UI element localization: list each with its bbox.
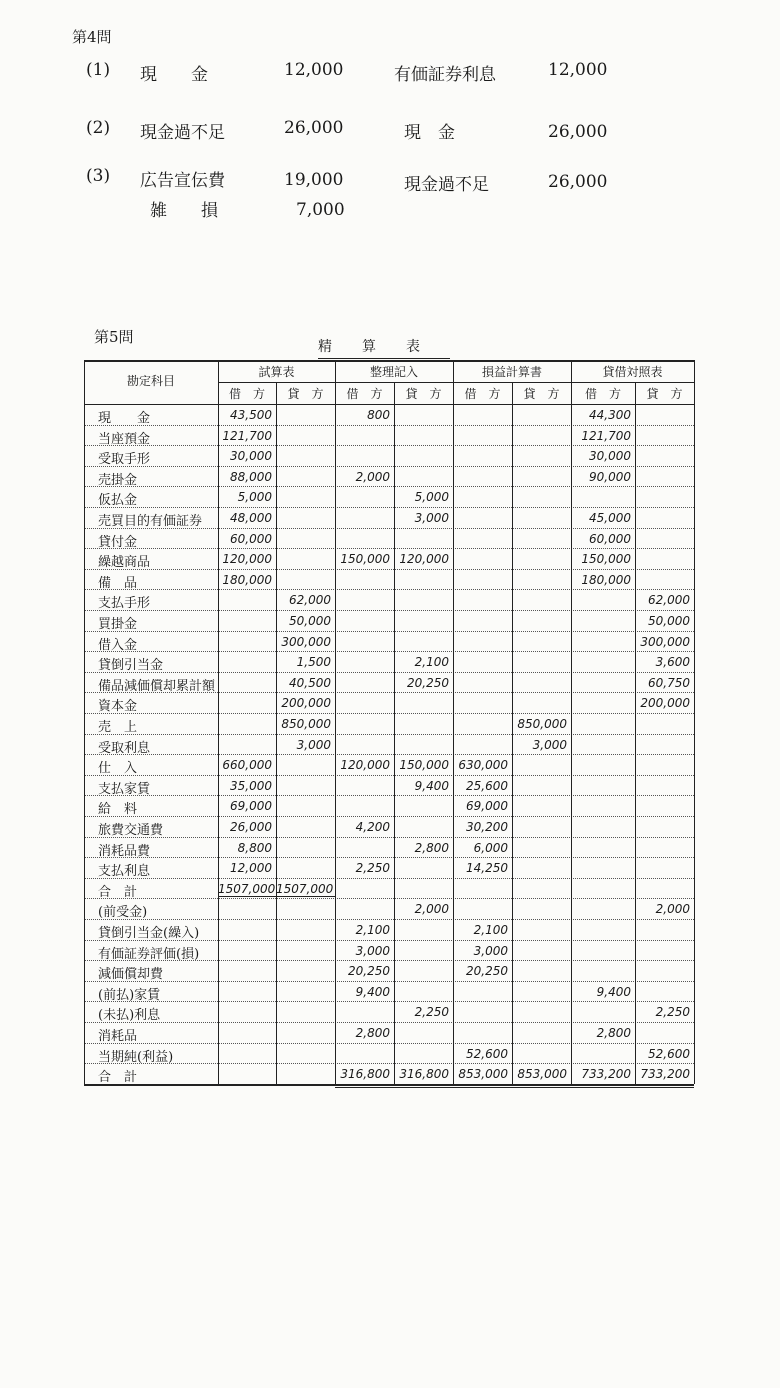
amount-cell: 2,800 <box>355 1026 390 1040</box>
row-divider <box>84 507 694 508</box>
amount-cell: 180,000 <box>222 572 272 587</box>
final-total-double-line <box>335 1087 694 1088</box>
column-divider <box>635 382 636 1084</box>
amount-cell: 300,000 <box>281 634 331 649</box>
amount-cell: 5,000 <box>414 490 449 505</box>
credit-header: 貸 方 <box>646 387 683 401</box>
amount-cell: 2,000 <box>355 469 390 484</box>
total-double-line <box>218 896 335 897</box>
amount-cell: 2,000 <box>655 902 690 917</box>
row-divider <box>84 981 694 982</box>
account-name: 売掛金 <box>98 472 138 488</box>
amount-cell: 853,000 <box>517 1067 567 1082</box>
amount-cell: 3,600 <box>655 655 690 670</box>
row-divider <box>84 610 694 611</box>
amount-cell: 9,400 <box>355 984 390 999</box>
row-divider <box>84 1063 694 1064</box>
amount-cell: 3,000 <box>532 737 567 752</box>
amount-cell: 30,000 <box>589 449 631 464</box>
amount-cell: 853,000 <box>458 1067 508 1082</box>
account-name: 合 計 <box>98 884 138 900</box>
row-divider <box>84 713 694 714</box>
account-name: 売 上 <box>98 720 138 735</box>
amount-cell: 52,600 <box>648 1046 690 1061</box>
amount-cell: 316,800 <box>340 1067 390 1082</box>
amount-cell: 43,500 <box>230 408 272 422</box>
q4-debit-account: 広告宣伝費 <box>140 171 225 191</box>
account-name: 繰越商品 <box>98 555 151 571</box>
amount-cell: 3,000 <box>296 737 331 752</box>
q4-credit-account: 現 金 <box>404 123 455 143</box>
amount-cell: 62,000 <box>648 593 690 608</box>
row-divider <box>84 486 694 487</box>
debit-header: 借 方 <box>584 387 621 401</box>
account-name: 受取利息 <box>98 740 151 756</box>
amount-cell: 800 <box>367 408 390 422</box>
q4-debit-amount: 26,000 <box>284 118 344 138</box>
account-name: 給 料 <box>98 802 138 818</box>
amount-cell: 2,250 <box>355 861 390 876</box>
account-name: 減価償却費 <box>98 967 164 983</box>
credit-header: 貸 方 <box>523 387 560 401</box>
account-name: 売買目的有価証券 <box>98 514 203 529</box>
q4-credit-amount: 26,000 <box>548 172 608 192</box>
amount-cell: 180,000 <box>581 572 631 587</box>
q4-num: (1) <box>86 60 111 80</box>
amount-cell: 9,400 <box>596 984 631 999</box>
row-divider <box>84 548 694 549</box>
amount-cell: 69,000 <box>466 799 508 814</box>
worksheet-table <box>84 360 694 1388</box>
amount-cell: 20,250 <box>348 964 390 979</box>
account-name: 消耗品費 <box>98 843 151 859</box>
debit-header: 借 方 <box>346 387 383 401</box>
amount-cell: 120,000 <box>340 758 390 773</box>
account-name: 貸倒引当金 <box>98 658 164 674</box>
account-name: 消耗品 <box>98 1029 138 1044</box>
amount-cell: 45,000 <box>589 511 631 525</box>
q4-num: (3) <box>86 166 111 186</box>
amount-cell: 44,300 <box>589 408 631 422</box>
amount-cell: 90,000 <box>589 469 631 484</box>
account-name: 支払手形 <box>98 596 151 612</box>
amount-cell: 121,700 <box>581 428 631 443</box>
account-name: (前払)家賃 <box>98 987 161 1003</box>
account-name: 買掛金 <box>98 617 138 632</box>
amount-cell: 2,250 <box>655 1005 690 1020</box>
amount-cell: 50,000 <box>648 614 690 628</box>
amount-cell: 733,200 <box>640 1067 690 1082</box>
amount-cell: 316,800 <box>399 1067 449 1082</box>
row-divider <box>84 754 694 755</box>
amount-cell: 60,000 <box>589 531 631 546</box>
amount-cell: 60,000 <box>230 531 272 546</box>
row-divider <box>84 837 694 838</box>
group-header: 貸借対照表 <box>602 365 663 379</box>
row-divider <box>84 672 694 673</box>
amount-cell: 733,200 <box>581 1067 631 1082</box>
account-name: 貸付金 <box>98 534 138 550</box>
column-divider <box>394 382 395 1084</box>
amount-cell: 30,200 <box>466 820 508 834</box>
amount-cell: 20,250 <box>407 675 449 690</box>
row-divider <box>84 816 694 817</box>
worksheet-title: 精算表 <box>318 336 450 359</box>
account-name: 合 計 <box>98 1070 138 1086</box>
amount-cell: 9,400 <box>414 778 449 793</box>
q4-debit-amount: 19,000 <box>284 170 344 190</box>
amount-cell: 850,000 <box>517 717 567 731</box>
amount-cell: 1507,000 <box>276 881 334 896</box>
row-divider <box>84 425 694 426</box>
row-divider <box>84 795 694 796</box>
amount-cell: 1,500 <box>296 655 331 670</box>
account-name: (未払)利息 <box>98 1008 161 1024</box>
amount-cell: 120,000 <box>222 552 272 567</box>
amount-cell: 121,700 <box>222 428 272 443</box>
amount-cell: 88,000 <box>230 469 272 484</box>
row-divider <box>84 878 694 879</box>
amount-cell: 69,000 <box>230 799 272 814</box>
amount-cell: 6,000 <box>473 840 508 855</box>
account-name: 旅費交通費 <box>98 823 164 838</box>
amount-cell: 150,000 <box>581 552 631 567</box>
amount-cell: 35,000 <box>230 778 272 793</box>
amount-cell: 48,000 <box>230 511 272 525</box>
account-name: 現 金 <box>98 411 151 426</box>
q5-title: 第5問 <box>94 328 134 346</box>
account-name: 資本金 <box>98 699 138 715</box>
amount-cell: 300,000 <box>640 634 690 649</box>
column-divider <box>694 360 695 1084</box>
row-divider <box>84 631 694 632</box>
table-top-border <box>84 360 694 362</box>
row-divider <box>84 569 694 570</box>
row-divider <box>84 734 694 735</box>
q4-debit-amount: 12,000 <box>284 60 344 80</box>
amount-cell: 12,000 <box>230 861 272 876</box>
amount-cell: 4,200 <box>355 820 390 834</box>
q4-debit-account: 雑 損 <box>150 201 218 221</box>
account-name: 当期純(利益) <box>98 1049 174 1065</box>
column-divider <box>84 360 85 1084</box>
row-divider <box>84 466 694 467</box>
amount-cell: 60,750 <box>648 675 690 690</box>
amount-cell: 20,250 <box>466 964 508 979</box>
amount-cell: 3,000 <box>414 511 449 525</box>
amount-cell: 630,000 <box>458 758 508 773</box>
amount-cell: 50,000 <box>289 614 331 628</box>
row-divider <box>84 1043 694 1044</box>
amount-cell: 2,100 <box>355 923 390 937</box>
credit-header: 貸 方 <box>405 387 442 401</box>
account-name: 備品減価償却累計額 <box>98 678 216 694</box>
amount-cell: 2,800 <box>414 840 449 855</box>
account-name: (前受金) <box>98 905 148 921</box>
amount-cell: 52,600 <box>466 1046 508 1061</box>
q4-credit-amount: 12,000 <box>548 60 608 80</box>
amount-cell: 30,000 <box>230 449 272 464</box>
amount-cell: 2,100 <box>473 923 508 937</box>
amount-cell: 120,000 <box>399 552 449 567</box>
amount-cell: 200,000 <box>281 696 331 711</box>
amount-cell: 1507,000 <box>218 881 276 896</box>
account-name: 当座預金 <box>98 431 151 447</box>
row-divider <box>84 1022 694 1023</box>
account-name: 有価証券評価(損) <box>98 946 200 962</box>
row-divider <box>84 857 694 858</box>
q4-debit-account: 現金過不足 <box>140 123 225 143</box>
amount-cell: 850,000 <box>281 717 331 731</box>
amount-cell: 660,000 <box>222 758 272 773</box>
account-header: 勘定科目 <box>126 374 175 388</box>
account-name: 支払家賃 <box>98 781 151 797</box>
account-name: 借入金 <box>98 637 138 653</box>
group-header: 損益計算書 <box>481 365 542 379</box>
column-divider <box>218 360 219 1084</box>
amount-cell: 3,000 <box>473 943 508 958</box>
q4-title: 第4問 <box>72 28 112 46</box>
row-divider <box>84 445 694 446</box>
amount-cell: 2,100 <box>414 655 449 670</box>
amount-cell: 2,250 <box>414 1005 449 1020</box>
column-divider <box>571 360 572 1084</box>
account-name: 備 品 <box>98 575 138 591</box>
amount-cell: 26,000 <box>230 820 272 834</box>
group-header: 整理記入 <box>369 365 418 379</box>
q4-credit-account: 現金過不足 <box>404 175 489 195</box>
amount-cell: 40,500 <box>289 675 331 690</box>
amount-cell: 2,000 <box>414 902 449 917</box>
row-divider <box>84 898 694 899</box>
q4-credit-account: 有価証券利息 <box>394 65 496 85</box>
amount-cell: 2,800 <box>596 1026 631 1040</box>
account-name: 支払利息 <box>98 864 151 880</box>
row-divider <box>84 919 694 920</box>
table-bottom-border <box>84 1084 694 1086</box>
amount-cell: 14,250 <box>466 861 508 876</box>
header-divider <box>218 382 694 383</box>
row-divider <box>84 775 694 776</box>
row-divider <box>84 1001 694 1002</box>
q4-debit-account: 現 金 <box>140 65 208 85</box>
q4-num: (2) <box>86 118 111 138</box>
amount-cell: 25,600 <box>466 778 508 793</box>
group-header: 試算表 <box>258 365 295 379</box>
amount-cell: 62,000 <box>289 593 331 608</box>
row-divider <box>84 589 694 590</box>
amount-cell: 5,000 <box>237 490 272 505</box>
column-divider <box>512 382 513 1084</box>
amount-cell: 200,000 <box>640 696 690 711</box>
header-bottom-border <box>84 404 694 405</box>
account-name: 貸倒引当金(繰入) <box>98 926 200 941</box>
column-divider <box>276 382 277 1084</box>
credit-header: 貸 方 <box>287 387 324 401</box>
account-name: 受取手形 <box>98 452 151 468</box>
amount-cell: 3,000 <box>355 943 390 958</box>
account-name: 仕 入 <box>98 761 138 777</box>
amount-cell: 8,800 <box>237 840 272 855</box>
debit-header: 借 方 <box>228 387 265 401</box>
q4-debit-amount: 7,000 <box>296 200 345 220</box>
q4-credit-amount: 26,000 <box>548 122 608 142</box>
debit-header: 借 方 <box>464 387 501 401</box>
amount-cell: 150,000 <box>340 552 390 567</box>
account-name: 仮払金 <box>98 493 138 509</box>
amount-cell: 150,000 <box>399 758 449 773</box>
row-divider <box>84 651 694 652</box>
